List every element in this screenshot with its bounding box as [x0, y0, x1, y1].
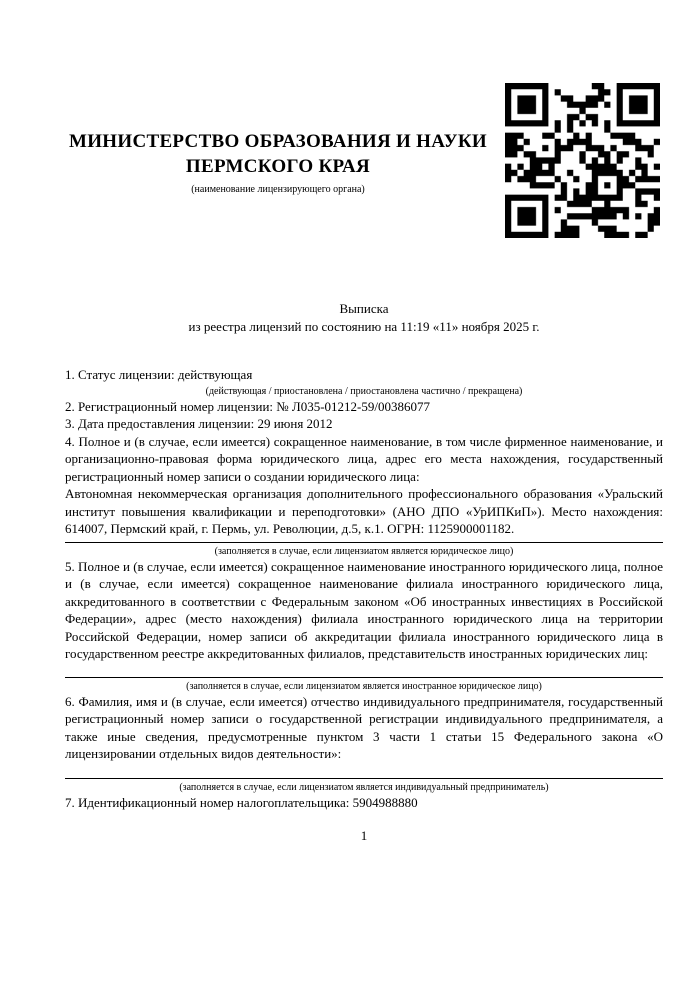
- item-4-legal-entity-label: 4. Полное и (в случае, если имеется) сокращенное наименование, в том числе фирменное наименование, и организационно-правовая форма юридического лица, адрес его места нахождения, государственный регистрационный номер записи о создании юридического лица:: [65, 433, 663, 484]
- item-6-fill-line: [65, 778, 663, 779]
- issuing-authority-note: (наименование лицензирующего органа): [191, 184, 365, 195]
- item-5-note: (заполняется в случае, если лицензиатом является иностранное юридическое лицо): [186, 680, 542, 692]
- item-3-grant-date: 3. Дата предоставления лицензии: 29 июня 2012: [65, 416, 333, 431]
- item-6-entrepreneur-label: 6. Фамилия, имя и (в случае, если имеется) отчество индивидуального предпринимателя, государственный регистрационный номер записи о государственной регистрации индивидуального предпринимателя, а также иные сведения, предусмотренные пунктом 3 части 1 статьи 15 Федерального закона «О лицензировании отдельных видов деятельности»:: [65, 693, 663, 761]
- item-2-registration-number: 2. Регистрационный номер лицензии: № Л035-01212-59/00386077: [65, 398, 431, 414]
- qr-code-icon: [505, 83, 660, 238]
- item-7-taxpayer-number: 7. Идентификационный номер налогоплательщика: 5904988880: [65, 794, 418, 810]
- ministry-name-line2: ПЕРМСКОГО КРАЯ: [185, 156, 371, 177]
- item-1-license-status: 1. Статус лицензии: действующая: [65, 367, 253, 382]
- item-4-fill-line: [65, 542, 663, 543]
- item-5-fill-line: [65, 677, 663, 678]
- issuing-authority-header: [63, 129, 493, 196]
- item-5-foreign-entity-label: 5. Полное и (в случае, если имеется) сокращенное наименование иностранного юридического лица, полное и (в случае, если имеется) сокращенное наименование филиала иностранного юридического лица, аккредитованного в соответствии с Федеральным законом «Об иностранных инвестициях в Российской Федерации», адрес (место нахождения) филиала иностранного юридического лица на территории Российской Федерации, номер записи об аккредитации филиала иностранного юридического лица в государственном реестре аккредитованных филиалов, представительств иностранных юридических лиц:: [65, 558, 663, 661]
- document-title: [65, 300, 663, 336]
- item-4-legal-entity-value: Автономная некоммерческая организация дополнительного профессионального образования «Уральский институт повышения квалификации и переподготовки» (АНО ДПО «УрИПКиП»). Место нахождения: 614007, Пермский край, г. Пермь, ул. Революции, д.5, к.1. ОГРН: 1125900001182.: [65, 486, 663, 536]
- page-number: 1: [360, 828, 368, 843]
- item-1-status-note: (действующая / приостановлена / приостановлена частично / прекращена): [205, 385, 523, 397]
- item-6-note: (заполняется в случае, если лицензиатом является индивидуальный предприниматель): [179, 781, 549, 793]
- item-4-note: (заполняется в случае, если лицензиатом является юридическое лицо): [214, 545, 514, 557]
- document-body: [65, 366, 663, 844]
- document-title-line1: Выписка: [339, 301, 389, 316]
- ministry-name-line1: МИНИСТЕРСТВО ОБРАЗОВАНИЯ И НАУКИ: [68, 131, 488, 152]
- document-title-line2: из реестра лицензий по состоянию на 11:19 «11» ноября 2025 г.: [188, 319, 540, 334]
